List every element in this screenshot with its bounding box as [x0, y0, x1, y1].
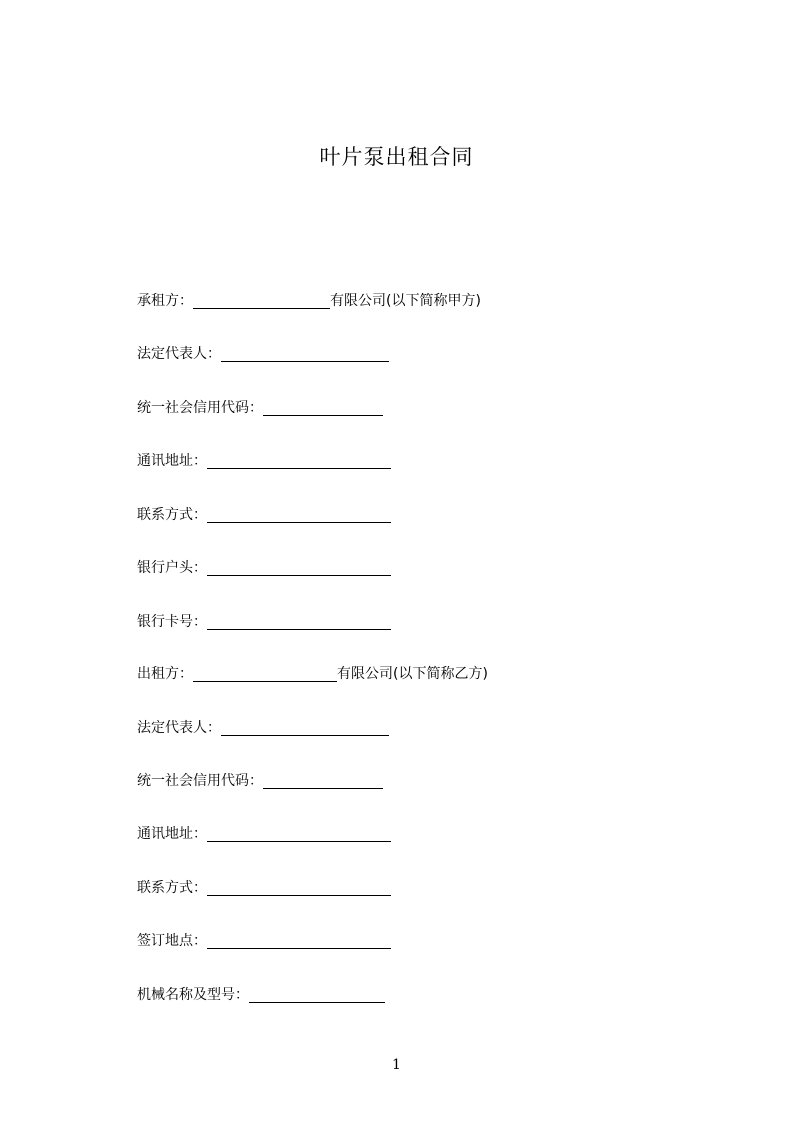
signing-place-label: 签订地点：	[137, 933, 207, 949]
party-a-address-blank[interactable]	[207, 452, 391, 469]
party-a-address-field	[137, 450, 391, 472]
lessor-field	[137, 663, 488, 685]
party-b-address-blank[interactable]	[207, 825, 391, 842]
machine-blank[interactable]	[249, 986, 385, 1003]
lessee-suffix: 有限公司(以下简称甲方)	[330, 293, 481, 309]
machine-label: 机械名称及型号：	[137, 987, 249, 1003]
signing-place-blank[interactable]	[207, 932, 391, 949]
party-a-contact-label: 联系方式：	[137, 507, 207, 523]
page-number: 1	[392, 1057, 401, 1073]
party-a-credit-code-label: 统一社会信用代码：	[137, 400, 263, 416]
lessee-label: 承租方：	[137, 293, 193, 309]
lessor-suffix: 有限公司(以下简称乙方)	[337, 666, 488, 682]
party-a-legal-rep-label: 法定代表人：	[137, 346, 221, 362]
party-b-address-label: 通讯地址：	[137, 826, 207, 842]
party-b-address-field	[137, 823, 391, 845]
party-b-credit-code-blank[interactable]	[263, 772, 383, 789]
party-b-legal-rep-blank[interactable]	[221, 719, 389, 736]
document-title: 叶片泵出租合同	[319, 145, 474, 169]
party-a-legal-rep-blank[interactable]	[221, 345, 389, 362]
party-a-contact-field	[137, 504, 391, 526]
bank-account-blank[interactable]	[207, 559, 391, 576]
party-b-contact-label: 联系方式：	[137, 880, 207, 896]
bank-account-field	[137, 557, 391, 579]
party-b-credit-code-field	[137, 770, 383, 792]
party-b-legal-rep-label: 法定代表人：	[137, 720, 221, 736]
party-a-address-label: 通讯地址：	[137, 453, 207, 469]
bank-card-label: 银行卡号：	[137, 614, 207, 630]
machine-field	[137, 984, 385, 1006]
lessee-blank[interactable]	[193, 292, 330, 309]
party-a-legal-rep-field	[137, 343, 389, 365]
lessor-blank[interactable]	[193, 665, 337, 682]
bank-card-field	[137, 611, 391, 633]
party-a-contact-blank[interactable]	[207, 506, 391, 523]
lessee-field	[137, 290, 481, 312]
party-b-credit-code-label: 统一社会信用代码：	[137, 773, 263, 789]
party-b-contact-blank[interactable]	[207, 879, 391, 896]
party-a-credit-code-field	[137, 397, 383, 419]
bank-account-label: 银行户头：	[137, 560, 207, 576]
party-b-legal-rep-field	[137, 717, 389, 739]
bank-card-blank[interactable]	[207, 613, 391, 630]
party-a-credit-code-blank[interactable]	[263, 399, 383, 416]
signing-place-field	[137, 930, 391, 952]
lessor-label: 出租方：	[137, 666, 193, 682]
party-b-contact-field	[137, 877, 391, 899]
